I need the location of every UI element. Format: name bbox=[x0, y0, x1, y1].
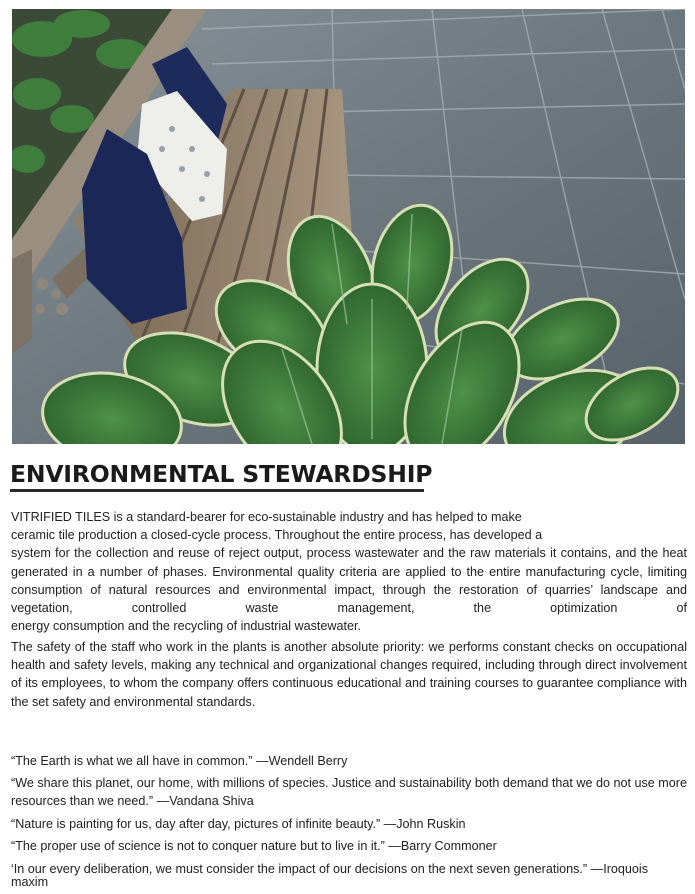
quote-item: “The proper use of science is not to conquer nature but to live in it.” —Barry Commoner bbox=[11, 838, 497, 853]
quote-item: ‘In our every deliberation, we must consider the impact of our decisions on the next seven generations.” —Iroquois maxim bbox=[11, 862, 649, 890]
quote-item: “Nature is painting for us, day after day, pictures of infinite beauty.” —John Ruskin bbox=[11, 816, 466, 831]
section-title: ENVIRONMENTAL STEWARDSHIP bbox=[10, 460, 433, 488]
title-underline bbox=[10, 489, 424, 492]
quote-item: “We share this planet, our home, with millions of species. Justice and sustainability both demand that we do not use more resources than we need.” —Vandana Shiva bbox=[11, 776, 687, 809]
paragraph-line: ceramic tile production a closed-cycle process. Throughout the entire process, has developed a bbox=[11, 528, 543, 543]
hero-image bbox=[12, 9, 685, 444]
paragraph-line: VITRIFIED TILES is a standard-bearer for eco-sustainable industry and has helped to make bbox=[11, 510, 522, 524]
quote-item: “The Earth is what we all have in common.” —Wendell Berry bbox=[11, 754, 348, 768]
paragraph-line: energy consumption and the recycling of industrial wastewater. bbox=[11, 619, 362, 634]
paragraph-environment bbox=[11, 508, 687, 635]
paragraph-line: system for the collection and reuse of reject output, process wastewater and the raw materials it contains, and the heat generated in a number of phases. Environmental quality criteria are applied to the entire manufacturing cycle, limiting consumption of natural resources and environmental impact, through the restoration of quarries’ landscape and vegetation, controlled waste management, the optimization of bbox=[11, 546, 687, 616]
patio-bench-photo bbox=[12, 9, 685, 444]
paragraph-safety: The safety of the staff who work in the plants is another absolute priority: we performs constant checks on occupational health and safety levels, making any technical and organizational changes required, including through direct involvement of its employees, to whom the company offers continuous educational and training courses to guarantee compliance with the set safety and environmental standards. bbox=[11, 640, 687, 709]
quote-list bbox=[11, 752, 687, 893]
